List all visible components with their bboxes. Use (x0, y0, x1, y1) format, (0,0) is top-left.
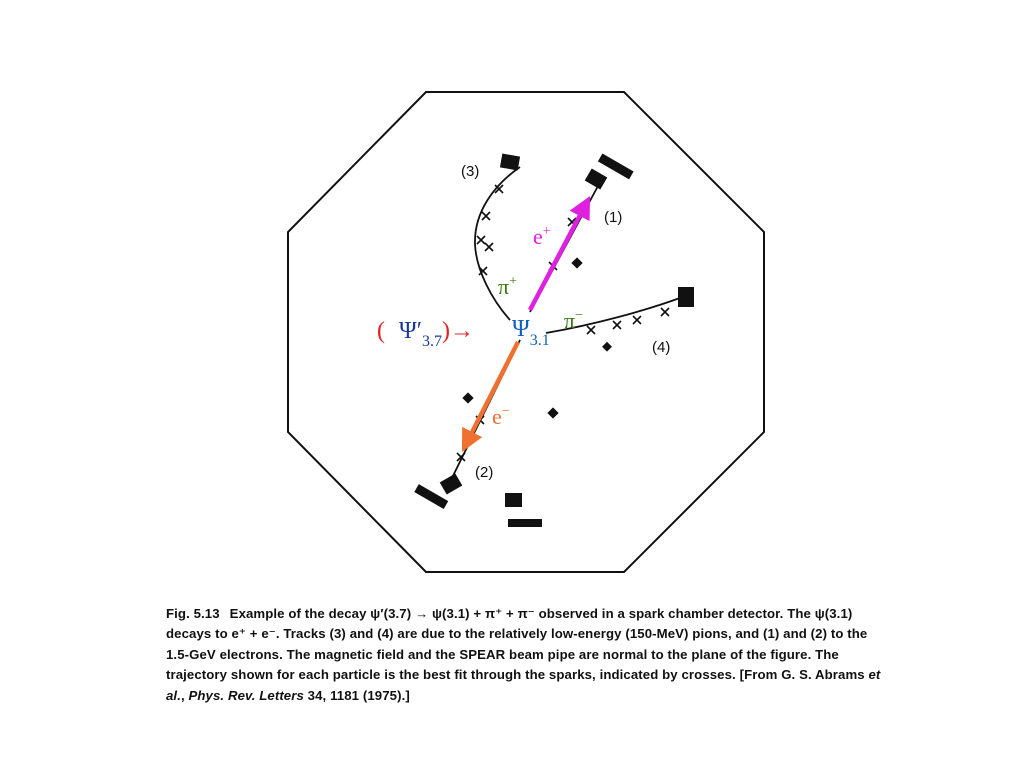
caption-separator: , (180, 687, 189, 703)
spark-dot (602, 342, 612, 352)
e-minus-sup: − (501, 404, 510, 419)
caption-et-al: et al. (166, 667, 881, 703)
pi-plus-label (498, 274, 517, 299)
pi-minus-text: π (564, 308, 576, 333)
counter-block (505, 493, 522, 507)
psi-prime-symbol: Ψ′ (399, 318, 422, 344)
counter-block (500, 154, 520, 171)
spark-dot (571, 257, 582, 268)
counter-block (440, 473, 463, 494)
spark-cross (661, 308, 669, 316)
caption-citation: 34, 1181 (1975).] (303, 687, 410, 703)
pi-minus-label (564, 308, 583, 333)
e-plus-arrow (530, 200, 588, 310)
spark-dot (547, 407, 558, 418)
spark-crosses (457, 185, 669, 461)
spark-dot (462, 392, 473, 403)
counter-block (585, 168, 608, 189)
psi-prime-decay-label (377, 318, 474, 350)
e-minus-text: e (492, 404, 502, 429)
pi-plus-sup: + (509, 274, 518, 289)
e-minus-arrow (464, 342, 518, 448)
counter-block (508, 519, 542, 527)
pi-plus-text: π (498, 274, 510, 299)
psi-symbol: Ψ (512, 316, 530, 342)
figure-caption (166, 604, 884, 706)
caption-journal: Phys. Rev. Letters (188, 687, 304, 703)
spark-cross (477, 236, 485, 244)
spark-cross (587, 326, 595, 334)
psi-prime-open-paren: ( (377, 318, 385, 344)
track-3-label: (3) (461, 163, 480, 180)
track-1-label: (1) (604, 209, 623, 226)
e-minus-label (492, 404, 510, 429)
e-plus-label (533, 224, 551, 249)
e-plus-sup: + (542, 224, 551, 239)
psi-prime-subscript: 3.7 (421, 333, 442, 350)
spark-cross (633, 316, 641, 324)
spark-cross (613, 321, 621, 329)
psi-subscript: 3.1 (529, 332, 550, 349)
spark-cross (482, 212, 490, 220)
track-2-label: (2) (475, 464, 494, 481)
caption-text: Example of the decay ψ′(3.7) → ψ(3.1) + π⁺ + π⁻ observed in a spark chamber detector. The ψ(3.1) decays to e⁺ + e⁻. Tracks (3) and (4) are due to the relatively low-energy (150-MeV) pions, and (1) and (2) to the 1.5-GeV electrons. The magnetic field and the SPEAR beam pipe are normal to the plane of the figure. The trajectory shown for each particle is the best fit through the sparks, indicated by crosses. [From G. S. Abrams (166, 606, 869, 683)
psi-prime-close-arrow: )→ (441, 318, 474, 344)
track-4-label: (4) (652, 339, 671, 356)
pi-minus-sup: − (575, 308, 584, 323)
e-plus-text: e (533, 224, 543, 249)
spark-cross (485, 243, 493, 251)
figure-number: Fig. 5.13 (166, 606, 220, 621)
